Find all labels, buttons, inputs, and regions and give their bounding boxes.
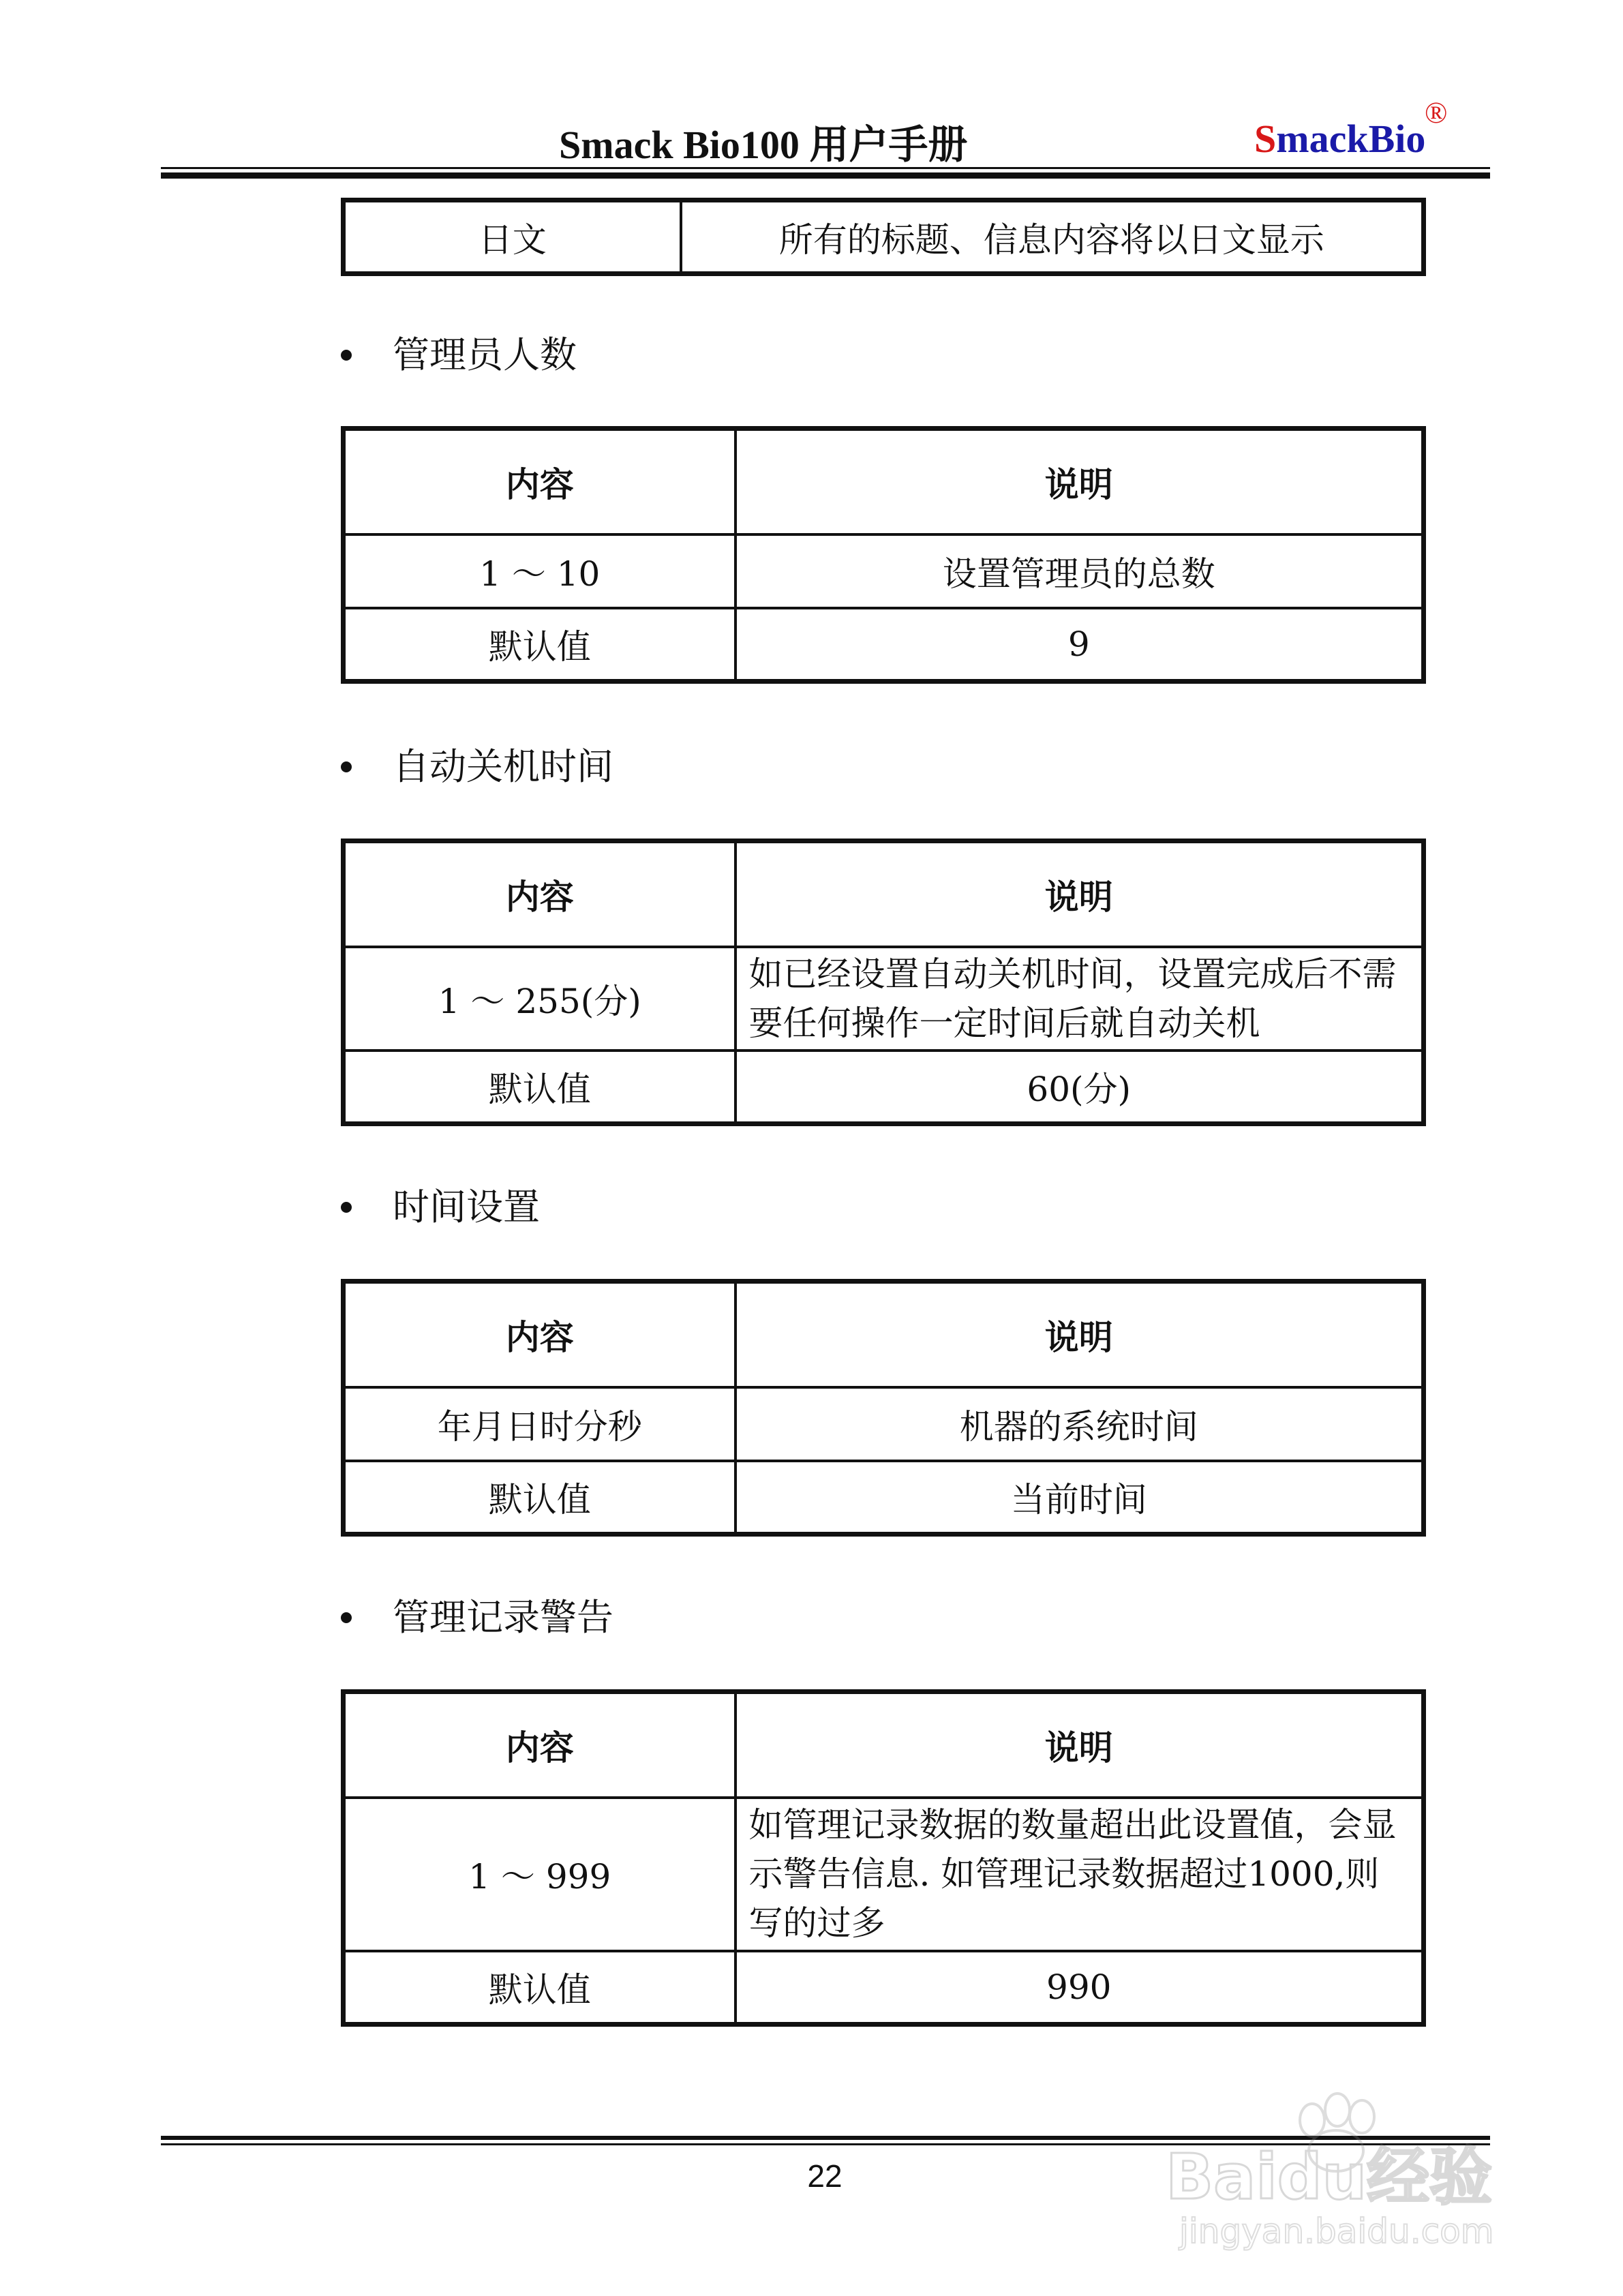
section-heading-record-warning bbox=[341, 1588, 613, 1641]
table-row bbox=[344, 1951, 1424, 2025]
page-number: 22 bbox=[807, 2158, 843, 2194]
table-row bbox=[344, 1387, 1424, 1461]
table-cell: 如已经设置自动关机时间，设置完成后不需要任何操作一定时间后就自动关机 bbox=[735, 947, 1424, 1051]
table-cell: 默认值 bbox=[344, 608, 735, 682]
auto-shutdown-table bbox=[341, 839, 1426, 1126]
table-header-row bbox=[344, 1282, 1424, 1387]
section-title: 管理记录警告 bbox=[393, 1596, 613, 1639]
column-header-description: 说明 bbox=[735, 841, 1424, 947]
table-header-row bbox=[344, 1692, 1424, 1798]
table-row bbox=[344, 1798, 1424, 1951]
table-cell: 1 ～ 999 bbox=[344, 1798, 735, 1951]
table-cell: 60(分) bbox=[735, 1051, 1424, 1124]
column-header-content: 内容 bbox=[344, 1282, 735, 1387]
time-setting-table bbox=[341, 1279, 1426, 1537]
section-title: 自动关机时间 bbox=[393, 745, 613, 788]
table-row bbox=[344, 947, 1424, 1051]
table-cell: 9 bbox=[735, 608, 1424, 682]
registered-mark: ® bbox=[1425, 96, 1448, 130]
table-cell: 默认值 bbox=[344, 1951, 735, 2025]
bullet-icon bbox=[341, 761, 352, 772]
table-row bbox=[344, 608, 1424, 682]
baidu-jingyan-watermark bbox=[1152, 2079, 1534, 2256]
language-table bbox=[341, 198, 1426, 276]
table-cell: 机器的系统时间 bbox=[735, 1387, 1424, 1461]
record-warning-table bbox=[341, 1689, 1426, 2027]
bullet-icon bbox=[341, 350, 352, 361]
table-header-row bbox=[344, 841, 1424, 947]
column-header-description: 说明 bbox=[735, 1692, 1424, 1798]
table-row bbox=[344, 200, 1424, 274]
table-cell: 默认值 bbox=[344, 1051, 735, 1124]
section-heading-auto-shutdown bbox=[341, 738, 613, 790]
smackbio-logo bbox=[1254, 116, 1425, 162]
table-cell: 所有的标题、信息内容将以日文显示 bbox=[681, 200, 1424, 274]
column-header-content: 内容 bbox=[344, 841, 735, 947]
table-row bbox=[344, 1051, 1424, 1124]
column-header-content: 内容 bbox=[344, 429, 735, 534]
logo-text: mackBio bbox=[1276, 117, 1426, 161]
table-row bbox=[344, 1461, 1424, 1535]
table-cell: 当前时间 bbox=[735, 1461, 1424, 1535]
document-title: Smack Bio100 用户手册 bbox=[559, 123, 968, 167]
logo-initial: S bbox=[1254, 117, 1277, 161]
section-title: 时间设置 bbox=[393, 1185, 540, 1228]
table-cell: 年月日时分秒 bbox=[344, 1387, 735, 1461]
table-row bbox=[344, 534, 1424, 608]
watermark-brand: Baidu经验 bbox=[1166, 2141, 1493, 2214]
section-title: 管理员人数 bbox=[393, 333, 577, 376]
bullet-icon bbox=[341, 1202, 352, 1213]
section-heading-admin-count bbox=[341, 326, 577, 378]
table-cell: 1 ～ 255(分) bbox=[344, 947, 735, 1051]
watermark-url: jingyan.baidu.com bbox=[1179, 2211, 1494, 2251]
column-header-content: 内容 bbox=[344, 1692, 735, 1798]
admin-count-table bbox=[341, 426, 1426, 684]
table-cell: 1 ～ 10 bbox=[344, 534, 735, 608]
header-rule-thick bbox=[161, 172, 1490, 179]
column-header-description: 说明 bbox=[735, 429, 1424, 534]
table-header-row bbox=[344, 429, 1424, 534]
section-heading-time-setting bbox=[341, 1178, 540, 1230]
table-cell: 设置管理员的总数 bbox=[735, 534, 1424, 608]
bullet-icon bbox=[341, 1612, 352, 1623]
table-cell: 990 bbox=[735, 1951, 1424, 2025]
table-cell: 日文 bbox=[344, 200, 681, 274]
table-cell: 默认值 bbox=[344, 1461, 735, 1535]
column-header-description: 说明 bbox=[735, 1282, 1424, 1387]
header-rule-thin bbox=[161, 167, 1490, 169]
table-cell: 如管理记录数据的数量超出此设置值，会显示警告信息. 如管理记录数据超过1000,则写的过多 bbox=[735, 1798, 1424, 1951]
